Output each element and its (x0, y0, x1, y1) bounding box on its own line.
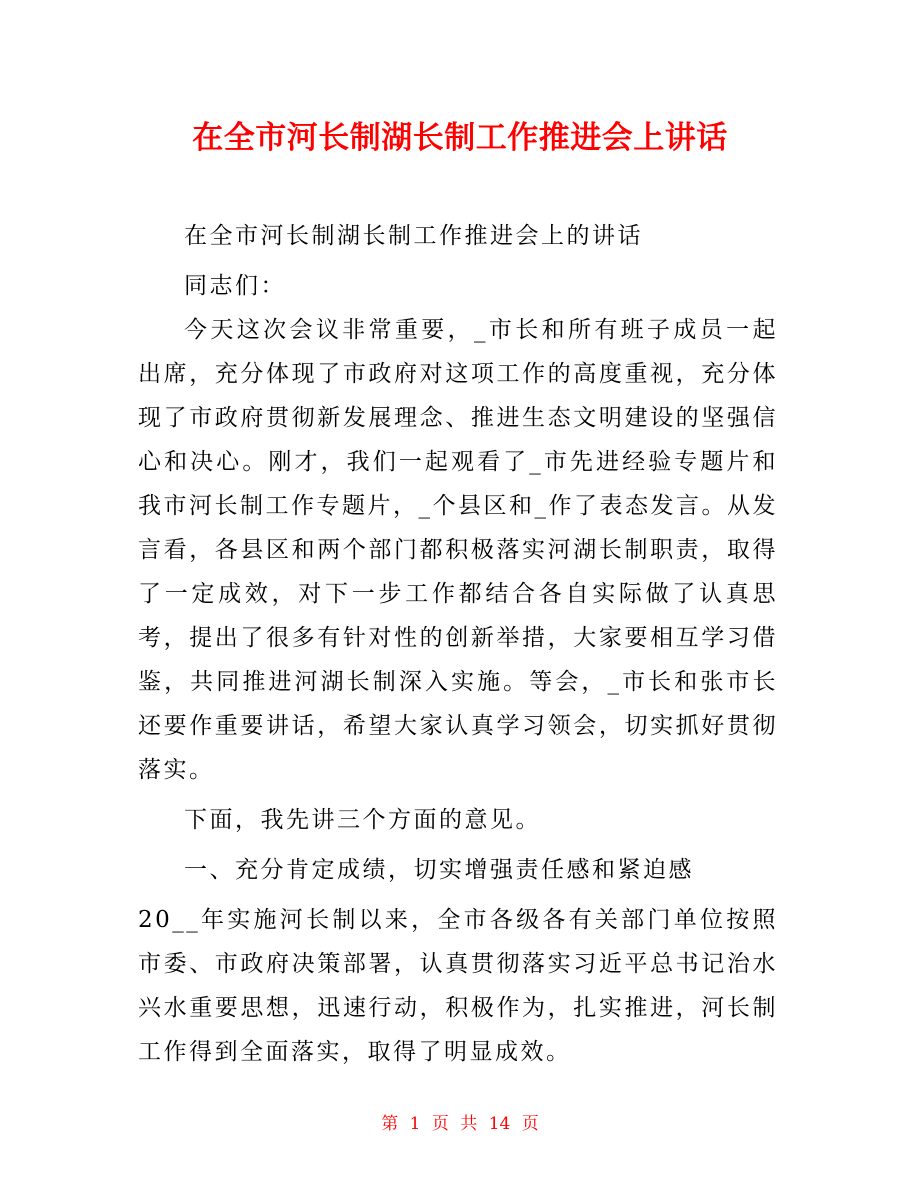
body-paragraph-outline: 下面，我先讲三个方面的意见。 (184, 807, 541, 833)
body-paragraph-achievements: 20__年实施河长制以来，全市各级各有关部门单位按照市委、市政府决策部署，认真贯彻落实习近平总书记治水兴水重要思想，迅速行动，积极作为，扎实推进，河长制工作得到全面落实，取得了明显成效。 (138, 907, 778, 1065)
subtitle-paragraph: 在全市河长制湖长制工作推进会上的讲话 (184, 223, 643, 249)
document-body (138, 214, 778, 1074)
page-number-footer: 第 1 页 共 14 页 (381, 1114, 539, 1134)
section-heading-1: 一、充分肯定成绩，切实增强责任感和紧迫感 (184, 857, 694, 883)
document-title: 在全市河长制湖长制工作推进会上讲话 (192, 120, 728, 156)
body-paragraph-intro: 今天这次会议非常重要，_市长和所有班子成员一起出席，充分体现了市政府对这项工作的高度重视，充分体现了市政府贯彻新发展理念、推进生态文明建设的坚强信心和决心。刚才，我们一起观看了_市先进经验专题片和我市河长制工作专题片，_个县区和_作了表态发言。从发言看，各县区和两个部门都积极落实河湖长制职责，取得了一定成效，对下一步工作都结合各自实际做了认真思考，提出了很多有针对性的创新举措，大家要相互学习借鉴，共同推进河湖长制深入实施。等会，_市长和张市长还要作重要讲话，希望大家认真学习领会，切实抓好贯彻落实。 (138, 317, 778, 783)
salutation-paragraph: 同志们： (184, 273, 286, 299)
